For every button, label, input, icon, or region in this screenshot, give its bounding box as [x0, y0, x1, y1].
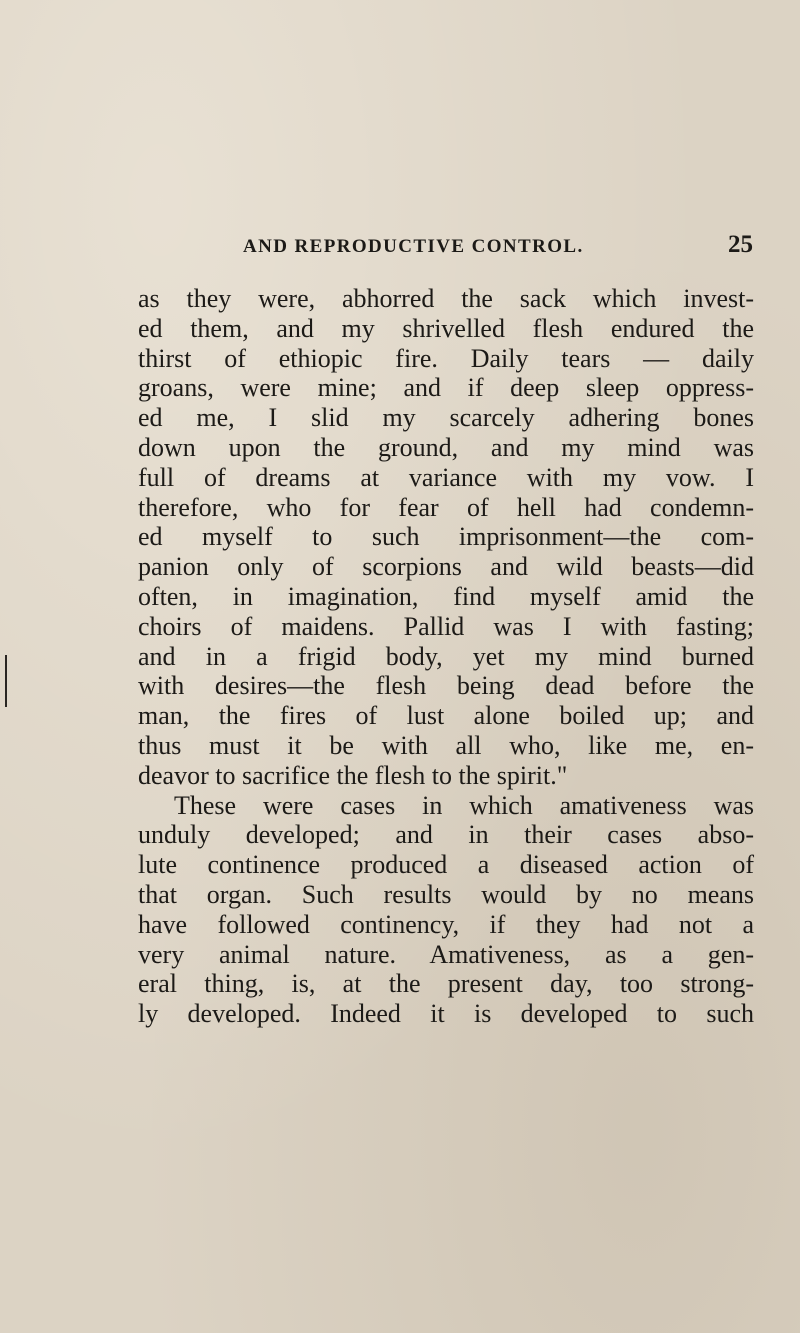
margin-mark [5, 655, 7, 707]
text-line: lute continence produced a diseased action of [138, 850, 754, 880]
text-line: ly developed. Indeed it is developed to such [138, 999, 754, 1029]
text-line: have followed continency, if they had not a [138, 909, 754, 939]
text-line: with desires—the flesh being dead before the [138, 671, 754, 701]
text-line: full of dreams at variance with my vow. I [138, 462, 754, 492]
text-line: and in a frigid body, yet my mind burned [138, 641, 754, 671]
text-line: very animal nature. Amativeness, as a gen- [138, 939, 754, 969]
text-line: that organ. Such results would by no means [138, 879, 754, 909]
text-line: down upon the ground, and my mind was [138, 432, 754, 462]
body-text [138, 284, 754, 1029]
text-line: ed them, and my shrivelled flesh endured the [138, 313, 754, 343]
text-line: as they were, abhorred the sack which invest- [138, 284, 754, 313]
text-line: thus must it be with all who, like me, en- [138, 730, 754, 760]
text-line: man, the fires of lust alone boiled up; and [138, 701, 754, 731]
text-line: ed me, I slid my scarcely adhering bones [138, 403, 754, 433]
running-head [243, 231, 753, 266]
running-title: AND REPRODUCTIVE CONTROL. [243, 236, 584, 257]
text-line: thirst of ethiopic fire. Daily tears — daily [138, 343, 754, 373]
text-line: therefore, who for fear of hell had condemn- [138, 492, 754, 522]
paragraph-first-line: These were cases in which amativeness was [174, 790, 754, 820]
page-number: 25 [728, 231, 753, 258]
text-line: deavor to sacrifice the flesh to the spirit." [138, 760, 568, 790]
text-line: unduly developed; and in their cases abso- [138, 820, 754, 850]
text-line: ed myself to such imprisonment—the com- [138, 522, 754, 552]
text-line: panion only of scorpions and wild beasts—did [138, 552, 754, 582]
text-line: groans, were mine; and if deep sleep oppress- [138, 373, 754, 403]
text-line: eral thing, is, at the present day, too strong- [138, 969, 754, 999]
text-line: choirs of maidens. Pallid was I with fasting; [138, 611, 754, 641]
text-line: often, in imagination, find myself amid the [138, 581, 754, 611]
